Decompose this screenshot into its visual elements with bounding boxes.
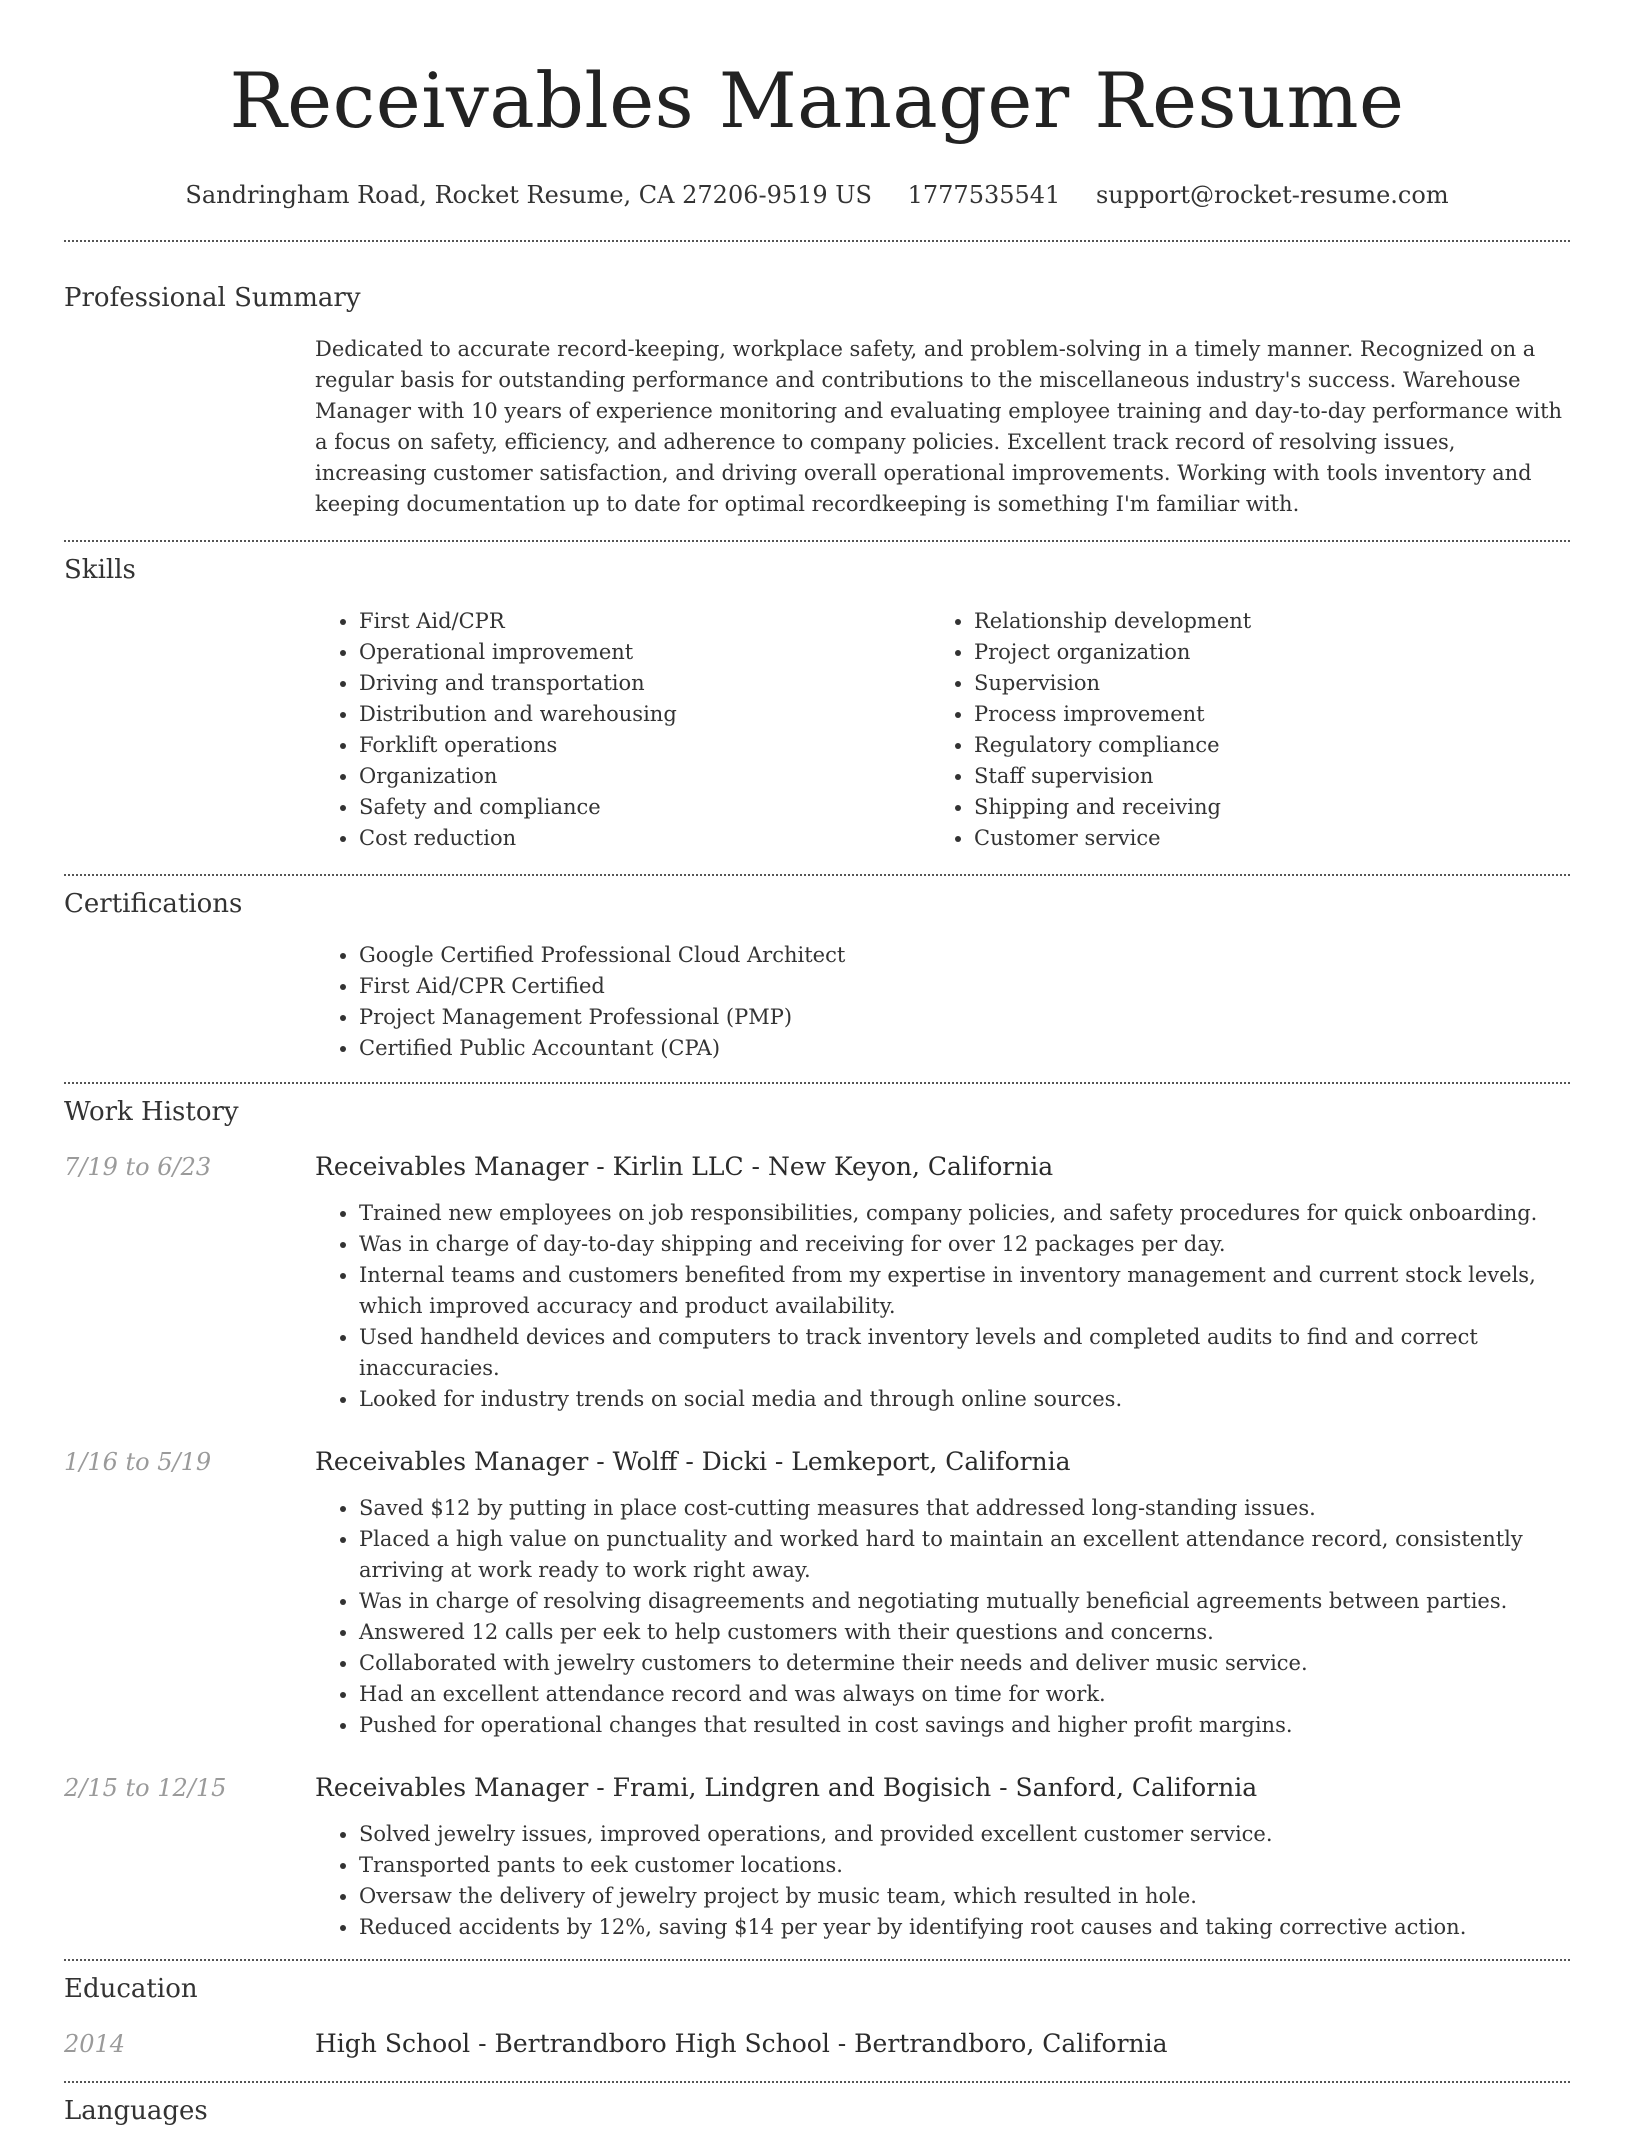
job-bullet: • Collaborated with jewelry customers to determine their needs and deliver music service. bbox=[359, 1648, 1570, 1679]
job-bullet: • Transported pants to eek customer locations. bbox=[359, 1850, 1570, 1881]
certifications-list bbox=[315, 940, 1570, 1064]
job-bullet: • Oversaw the delivery of jewelry project by music team, which resulted in hole. bbox=[359, 1881, 1570, 1912]
contact-line bbox=[64, 178, 1570, 212]
skill-item: • Regulatory compliance bbox=[974, 730, 1494, 761]
job-bullet: • Looked for industry trends on social media and through online sources. bbox=[359, 1384, 1570, 1415]
job-bullet: • Answered 12 calls per eek to help customers with their questions and concerns. bbox=[359, 1617, 1570, 1648]
skill-item: • Organization bbox=[359, 761, 930, 792]
job-bullet: • Had an excellent attendance record and was always on time for work. bbox=[359, 1679, 1570, 1710]
certification-item: • Project Management Professional (PMP) bbox=[359, 1002, 1570, 1033]
job-bullet: • Was in charge of resolving disagreements and negotiating mutually beneficial agreements between parties. bbox=[359, 1586, 1570, 1617]
job-bullet: • Was in charge of day-to-day shipping and receiving for over 12 packages per day. bbox=[359, 1229, 1570, 1260]
skill-item: • Safety and compliance bbox=[359, 792, 930, 823]
job-dates: 7/19 to 6/23 bbox=[64, 1153, 212, 1181]
skill-item: • Driving and transportation bbox=[359, 668, 930, 699]
skill-item: • Process improvement bbox=[974, 699, 1494, 730]
job-title: Receivables Manager - Kirlin LLC - New Keyon, California bbox=[315, 1152, 1054, 1181]
job-title: Receivables Manager - Wolff - Dicki - Lemkeport, California bbox=[315, 1447, 1071, 1476]
job-bullet: • Placed a high value on punctuality and worked hard to maintain an excellent attendance record, consistently arriving at work ready to work right away. bbox=[359, 1524, 1570, 1586]
job-bullets bbox=[315, 1198, 1570, 1415]
skill-item: • Operational improvement bbox=[359, 637, 930, 668]
skill-item: • Distribution and warehousing bbox=[359, 699, 930, 730]
education-heading: Education bbox=[64, 1974, 198, 2004]
skill-item: • Supervision bbox=[974, 668, 1494, 699]
job-entry bbox=[64, 1150, 1570, 1415]
job-bullet: • Trained new employees on job responsibilities, company policies, and safety procedures for quick onboarding. bbox=[359, 1198, 1570, 1229]
job-dates: 2/15 to 12/15 bbox=[64, 1774, 227, 1802]
job-bullets bbox=[315, 1819, 1570, 1943]
certifications-heading: Certifications bbox=[64, 889, 243, 919]
skills-list bbox=[315, 606, 1570, 854]
education-year: 2014 bbox=[64, 2030, 126, 2058]
certification-item: • Google Certified Professional Cloud Architect bbox=[359, 940, 1570, 971]
summary-text: Dedicated to accurate record-keeping, workplace safety, and problem-solving in a timely manner. Recognized on a regular basis for outstanding performance and contributions to the miscellaneous industry's success. Warehouse Manager with 10 years of experience monitoring and evaluating employee training and day-to-day performance with a focus on safety, efficiency, and adherence to company policies. Excellent track record of resolving issues, increasing customer satisfaction, and driving overall operational improvements. Working with tools inventory and keeping documentation up to date for optimal recordkeeping is something I'm familiar with. bbox=[315, 337, 1563, 516]
job-bullet: • Reduced accidents by 12%, saving $14 per year by identifying root causes and taking corrective action. bbox=[359, 1912, 1570, 1943]
section-divider bbox=[64, 1082, 1570, 1084]
job-bullet: • Internal teams and customers benefited from my expertise in inventory management and current stock levels, which improved accuracy and product availability. bbox=[359, 1260, 1570, 1322]
job-bullet: • Pushed for operational changes that resulted in cost savings and higher profit margins. bbox=[359, 1710, 1570, 1741]
skill-item: • Project organization bbox=[974, 637, 1494, 668]
education-title: High School - Bertrandboro High School - Bertrandboro, California bbox=[315, 2029, 1168, 2058]
section-divider bbox=[64, 240, 1570, 242]
skill-item: • Forklift operations bbox=[359, 730, 930, 761]
job-bullet: • Used handheld devices and computers to track inventory levels and completed audits to find and correct inaccuracies. bbox=[359, 1322, 1570, 1384]
skill-item: • Customer service bbox=[974, 823, 1494, 854]
resume-page bbox=[64, 0, 1570, 2129]
education-entry bbox=[64, 2027, 1570, 2061]
certification-item: • Certified Public Accountant (CPA) bbox=[359, 1033, 1570, 1064]
job-dates: 1/16 to 5/19 bbox=[64, 1448, 212, 1476]
contact-phone: 1777535541 bbox=[907, 181, 1061, 209]
skill-item: • First Aid/CPR bbox=[359, 606, 930, 637]
contact-address: Sandringham Road, Rocket Resume, CA 27206-9519 US bbox=[185, 181, 872, 209]
skills-left-column bbox=[315, 606, 930, 854]
section-divider bbox=[64, 2081, 1570, 2083]
work-history-heading: Work History bbox=[64, 1097, 239, 1127]
skill-item: • Shipping and receiving bbox=[974, 792, 1494, 823]
section-divider bbox=[64, 1959, 1570, 1961]
skills-heading: Skills bbox=[64, 555, 136, 585]
languages-heading: Languages bbox=[64, 2096, 208, 2126]
section-divider bbox=[64, 874, 1570, 876]
resume-title: Receivables Manager Resume bbox=[229, 56, 1405, 145]
job-bullets bbox=[315, 1493, 1570, 1741]
certification-item: • First Aid/CPR Certified bbox=[359, 971, 1570, 1002]
section-divider bbox=[64, 540, 1570, 542]
skill-item: • Staff supervision bbox=[974, 761, 1494, 792]
job-title: Receivables Manager - Frami, Lindgren and Bogisich - Sanford, California bbox=[315, 1773, 1258, 1802]
job-bullet: • Solved jewelry issues, improved operations, and provided excellent customer service. bbox=[359, 1819, 1570, 1850]
job-bullet: • Saved $12 by putting in place cost-cutting measures that addressed long-standing issues. bbox=[359, 1493, 1570, 1524]
skills-right-column bbox=[930, 606, 1494, 854]
skill-item: • Relationship development bbox=[974, 606, 1494, 637]
summary-heading: Professional Summary bbox=[64, 283, 361, 313]
job-entry bbox=[64, 1771, 1570, 1943]
contact-email: support@rocket-resume.com bbox=[1095, 181, 1449, 209]
job-entry bbox=[64, 1445, 1570, 1741]
skill-item: • Cost reduction bbox=[359, 823, 930, 854]
